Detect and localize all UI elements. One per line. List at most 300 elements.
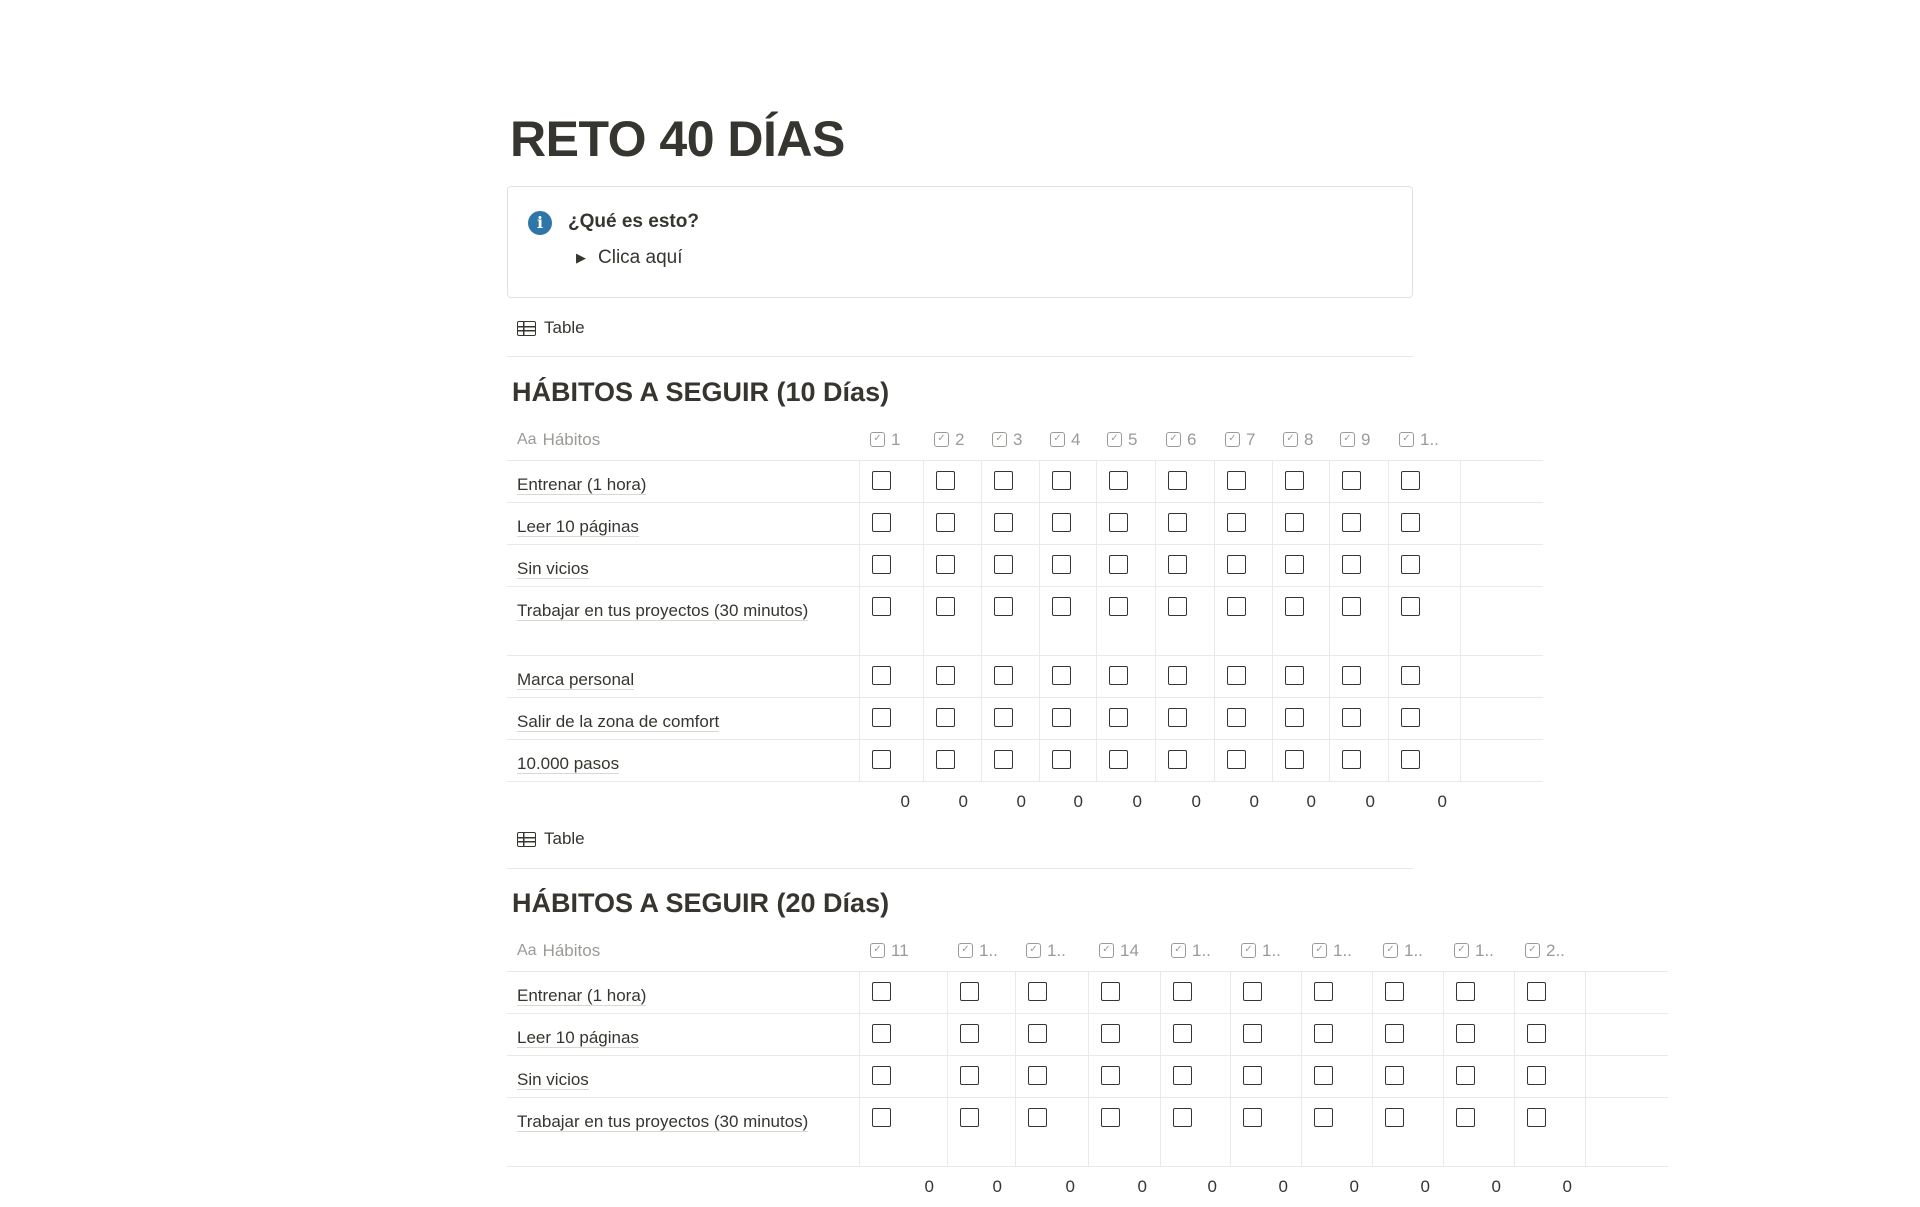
checkbox[interactable] <box>994 513 1013 532</box>
checkbox-property-icon: ✓ <box>1171 943 1186 958</box>
day-cell <box>1016 1098 1089 1166</box>
checkbox-property-icon: ✓ <box>1283 432 1298 447</box>
column-total[interactable]: 0 <box>1420 1177 1430 1196</box>
table-row <box>507 587 1543 656</box>
checkbox[interactable] <box>936 597 955 616</box>
checkbox[interactable] <box>1109 597 1128 616</box>
checkbox[interactable] <box>1109 666 1128 685</box>
day-cell <box>1215 656 1273 697</box>
table-row <box>507 545 1543 587</box>
row-spacer <box>1586 972 1668 1013</box>
column-total[interactable]: 0 <box>900 792 910 811</box>
text-property-icon: Aa <box>517 941 537 959</box>
checkbox[interactable] <box>1227 666 1246 685</box>
column-header-label: 4 <box>1071 429 1081 449</box>
column-total[interactable]: 0 <box>1191 792 1201 811</box>
column-header-label: 1.. <box>979 940 998 960</box>
triangle-right-icon: ▶ <box>576 250 586 265</box>
checkbox[interactable] <box>994 597 1013 616</box>
checkbox-property-icon: ✓ <box>1340 432 1355 447</box>
column-total[interactable]: 0 <box>992 1177 1002 1196</box>
habit-name: 10.000 pasos <box>517 754 620 773</box>
table-heading: HÁBITOS A SEGUIR (20 Días) <box>512 888 890 918</box>
column-total[interactable]: 0 <box>1306 792 1316 811</box>
column-total[interactable]: 0 <box>1073 792 1083 811</box>
row-spacer <box>1461 545 1543 586</box>
checkbox[interactable] <box>1168 513 1187 532</box>
checkbox[interactable] <box>872 982 891 1001</box>
checkbox[interactable] <box>1314 982 1333 1001</box>
habit-name-cell[interactable] <box>507 1098 860 1166</box>
day-cell <box>1161 1014 1231 1055</box>
row-spacer <box>1586 1098 1668 1166</box>
table-row <box>507 698 1543 740</box>
checkbox[interactable] <box>1527 982 1546 1001</box>
day-cell <box>1215 503 1273 544</box>
checkbox[interactable] <box>1314 1108 1333 1127</box>
checkbox[interactable] <box>936 708 955 727</box>
checkbox[interactable] <box>1527 1108 1546 1127</box>
checkbox[interactable] <box>1342 513 1361 532</box>
day-cell <box>860 503 924 544</box>
habit-name-cell[interactable] <box>507 1014 860 1055</box>
checkbox[interactable] <box>936 750 955 769</box>
habits-table <box>507 930 1668 1207</box>
checkbox[interactable] <box>1342 666 1361 685</box>
table-row <box>507 972 1668 1014</box>
column-total[interactable]: 0 <box>1065 1177 1075 1196</box>
checkbox[interactable] <box>1101 1066 1120 1085</box>
day-cell <box>982 656 1040 697</box>
totals-row <box>507 782 1543 822</box>
day-cell <box>1161 1098 1231 1166</box>
day-cell <box>860 972 948 1013</box>
checkbox-property-icon: ✓ <box>1383 943 1398 958</box>
column-header-day[interactable] <box>1231 930 1302 971</box>
checkbox[interactable] <box>1285 513 1304 532</box>
column-header-day[interactable] <box>1040 419 1097 460</box>
checkbox-property-icon: ✓ <box>1225 432 1240 447</box>
column-header-label: 1 <box>891 429 901 449</box>
day-cell <box>860 587 924 655</box>
checkbox[interactable] <box>1109 471 1128 490</box>
day-cell <box>1161 1056 1231 1097</box>
habit-name-cell[interactable] <box>507 1056 860 1097</box>
checkbox[interactable] <box>1052 555 1071 574</box>
day-cell <box>924 698 982 739</box>
day-cell <box>1097 698 1156 739</box>
checkbox-property-icon: ✓ <box>992 432 1007 447</box>
view-label: Table <box>544 829 585 848</box>
checkbox[interactable] <box>1285 750 1304 769</box>
checkbox[interactable] <box>1314 1066 1333 1085</box>
day-cell <box>1040 587 1097 655</box>
day-cell <box>1156 656 1215 697</box>
column-header-day[interactable] <box>1156 419 1215 460</box>
day-cell <box>860 1056 948 1097</box>
checkbox[interactable] <box>1168 708 1187 727</box>
column-header-label: 2 <box>955 429 965 449</box>
checkbox[interactable] <box>960 1108 979 1127</box>
day-cell <box>924 587 982 655</box>
checkbox[interactable] <box>1173 1024 1192 1043</box>
checkbox[interactable] <box>872 750 891 769</box>
day-cell <box>1373 1098 1444 1166</box>
day-cell <box>1389 698 1461 739</box>
day-cell <box>860 1098 948 1166</box>
checkbox[interactable] <box>1052 597 1071 616</box>
checkbox[interactable] <box>1401 513 1420 532</box>
view-label: Table <box>544 318 585 337</box>
checkbox-property-icon: ✓ <box>934 432 949 447</box>
habit-name: Sin vicios <box>517 1070 589 1089</box>
column-header-day[interactable] <box>1330 419 1389 460</box>
checkbox[interactable] <box>994 750 1013 769</box>
checkbox[interactable] <box>1052 708 1071 727</box>
day-cell <box>1016 1056 1089 1097</box>
row-spacer <box>1461 461 1543 502</box>
column-header-label: 14 <box>1120 940 1139 960</box>
checkbox[interactable] <box>872 1066 891 1085</box>
column-header-habitos[interactable] <box>507 419 860 460</box>
day-cell <box>1097 587 1156 655</box>
checkbox[interactable] <box>872 708 891 727</box>
checkbox[interactable] <box>1227 750 1246 769</box>
checkbox[interactable] <box>936 666 955 685</box>
day-cell <box>1156 545 1215 586</box>
habit-name-cell[interactable] <box>507 545 860 586</box>
column-total[interactable]: 0 <box>1365 792 1375 811</box>
column-header-label: 1.. <box>1262 940 1281 960</box>
checkbox[interactable] <box>1456 1108 1475 1127</box>
column-header-label: 7 <box>1246 429 1256 449</box>
habit-name-cell[interactable] <box>507 972 860 1013</box>
checkbox[interactable] <box>1285 708 1304 727</box>
day-cell <box>1089 1014 1161 1055</box>
checkbox[interactable] <box>1401 555 1420 574</box>
checkbox-property-icon: ✓ <box>870 943 885 958</box>
divider <box>507 356 1413 357</box>
checkbox[interactable] <box>1342 471 1361 490</box>
checkbox-property-icon: ✓ <box>1166 432 1181 447</box>
checkbox[interactable] <box>1385 1066 1404 1085</box>
column-total[interactable]: 0 <box>1249 792 1259 811</box>
column-header-day[interactable] <box>1089 930 1161 971</box>
checkbox[interactable] <box>1168 555 1187 574</box>
day-cell <box>1040 698 1097 739</box>
checkbox[interactable] <box>1227 597 1246 616</box>
checkbox[interactable] <box>1243 1024 1262 1043</box>
checkbox[interactable] <box>1342 750 1361 769</box>
habit-name-cell[interactable] <box>507 587 860 655</box>
day-cell <box>1389 461 1461 502</box>
day-cell <box>1373 1014 1444 1055</box>
checkbox[interactable] <box>936 513 955 532</box>
habit-name: Trabajar en tus proyectos (30 minutos) <box>517 601 809 620</box>
column-total[interactable]: 0 <box>1437 792 1447 811</box>
column-total[interactable]: 0 <box>924 1177 934 1196</box>
checkbox[interactable] <box>1227 555 1246 574</box>
column-total[interactable]: 0 <box>958 792 968 811</box>
checkbox[interactable] <box>1401 471 1420 490</box>
checkbox[interactable] <box>1342 555 1361 574</box>
checkbox[interactable] <box>1173 1066 1192 1085</box>
day-cell <box>1231 1014 1302 1055</box>
checkbox[interactable] <box>872 513 891 532</box>
day-cell <box>1097 461 1156 502</box>
checkbox[interactable] <box>1385 1024 1404 1043</box>
column-header-day[interactable] <box>1016 930 1089 971</box>
column-header-label: 1.. <box>1333 940 1352 960</box>
checkbox[interactable] <box>936 471 955 490</box>
checkbox[interactable] <box>1028 1024 1047 1043</box>
day-cell <box>1215 740 1273 781</box>
column-total[interactable]: 0 <box>1132 792 1142 811</box>
checkbox[interactable] <box>1285 471 1304 490</box>
column-total[interactable]: 0 <box>1278 1177 1288 1196</box>
habit-name-cell[interactable] <box>507 461 860 502</box>
day-cell <box>1016 972 1089 1013</box>
habit-name-cell[interactable] <box>507 503 860 544</box>
day-cell <box>948 1098 1016 1166</box>
checkbox[interactable] <box>1243 982 1262 1001</box>
day-cell <box>1444 1098 1515 1166</box>
habit-name-cell[interactable] <box>507 656 860 697</box>
column-header-label: 11 <box>891 940 909 960</box>
checkbox[interactable] <box>994 555 1013 574</box>
checkbox[interactable] <box>1168 666 1187 685</box>
checkbox[interactable] <box>1456 982 1475 1001</box>
column-header-label: 1.. <box>1047 940 1066 960</box>
checkbox[interactable] <box>1285 555 1304 574</box>
column-header-label: 2.. <box>1546 940 1565 960</box>
day-cell <box>1373 1056 1444 1097</box>
day-cell <box>1302 1056 1373 1097</box>
column-header-day[interactable] <box>1444 930 1515 971</box>
day-cell <box>1040 656 1097 697</box>
column-header-day[interactable] <box>1215 419 1273 460</box>
day-cell <box>982 503 1040 544</box>
column-total[interactable]: 0 <box>1137 1177 1147 1196</box>
checkbox[interactable] <box>1227 513 1246 532</box>
column-header-label: 6 <box>1187 429 1197 449</box>
day-cell <box>1444 1014 1515 1055</box>
checkbox[interactable] <box>1052 471 1071 490</box>
checkbox[interactable] <box>1109 750 1128 769</box>
callout <box>507 186 1413 298</box>
day-cell <box>948 1014 1016 1055</box>
checkbox[interactable] <box>1052 666 1071 685</box>
checkbox[interactable] <box>872 471 891 490</box>
checkbox[interactable] <box>1385 982 1404 1001</box>
checkbox-property-icon: ✓ <box>1050 432 1065 447</box>
day-cell <box>982 698 1040 739</box>
day-cell <box>1040 461 1097 502</box>
day-cell <box>1273 698 1330 739</box>
checkbox[interactable] <box>1243 1066 1262 1085</box>
column-total[interactable]: 0 <box>1562 1177 1572 1196</box>
habits-table <box>507 419 1543 822</box>
day-cell <box>1302 972 1373 1013</box>
checkbox[interactable] <box>1342 597 1361 616</box>
checkbox-property-icon: ✓ <box>1454 943 1469 958</box>
checkbox[interactable] <box>1527 1024 1546 1043</box>
checkbox[interactable] <box>1109 513 1128 532</box>
checkbox[interactable] <box>872 666 891 685</box>
column-header-label: 3 <box>1013 429 1023 449</box>
habit-name-cell[interactable] <box>507 698 860 739</box>
checkbox[interactable] <box>1285 666 1304 685</box>
day-cell <box>1161 972 1231 1013</box>
checkbox[interactable] <box>960 1024 979 1043</box>
column-header-day[interactable] <box>860 419 924 460</box>
checkbox[interactable] <box>1101 1024 1120 1043</box>
checkbox[interactable] <box>1052 750 1071 769</box>
checkbox[interactable] <box>872 1108 891 1127</box>
day-cell <box>860 698 924 739</box>
checkbox[interactable] <box>1168 750 1187 769</box>
checkbox[interactable] <box>1109 708 1128 727</box>
day-cell <box>1231 1056 1302 1097</box>
column-header-habitos[interactable] <box>507 930 860 971</box>
checkbox[interactable] <box>994 708 1013 727</box>
checkbox-property-icon: ✓ <box>1107 432 1122 447</box>
column-header-day[interactable] <box>1161 930 1231 971</box>
checkbox[interactable] <box>1101 1108 1120 1127</box>
checkbox[interactable] <box>1168 597 1187 616</box>
day-cell <box>1273 503 1330 544</box>
checkbox[interactable] <box>994 666 1013 685</box>
checkbox[interactable] <box>1342 708 1361 727</box>
column-total[interactable]: 0 <box>1207 1177 1217 1196</box>
row-spacer <box>1461 740 1543 781</box>
column-header-day[interactable] <box>1373 930 1444 971</box>
checkbox[interactable] <box>960 1066 979 1085</box>
checkbox-property-icon: ✓ <box>1312 943 1327 958</box>
column-header-day[interactable] <box>924 419 982 460</box>
day-cell <box>1156 587 1215 655</box>
day-cell <box>1156 503 1215 544</box>
column-header-label: 1.. <box>1475 940 1494 960</box>
habit-name: Sin vicios <box>517 559 589 578</box>
checkbox[interactable] <box>1285 597 1304 616</box>
checkbox[interactable] <box>1028 982 1047 1001</box>
checkbox[interactable] <box>872 1024 891 1043</box>
day-cell <box>1097 503 1156 544</box>
column-header-day[interactable] <box>1273 419 1330 460</box>
day-cell <box>1330 698 1389 739</box>
checkbox[interactable] <box>1173 1108 1192 1127</box>
day-cell <box>1515 1056 1586 1097</box>
day-cell <box>1089 972 1161 1013</box>
checkbox[interactable] <box>1243 1108 1262 1127</box>
column-total[interactable]: 0 <box>1491 1177 1501 1196</box>
checkbox[interactable] <box>960 982 979 1001</box>
checkbox[interactable] <box>1227 471 1246 490</box>
checkbox[interactable] <box>936 555 955 574</box>
checkbox[interactable] <box>1168 471 1187 490</box>
day-cell <box>1156 461 1215 502</box>
checkbox[interactable] <box>1052 513 1071 532</box>
checkbox[interactable] <box>1227 708 1246 727</box>
column-header-day[interactable] <box>860 930 948 971</box>
row-spacer <box>1586 1014 1668 1055</box>
checkbox[interactable] <box>1401 750 1420 769</box>
column-total[interactable]: 0 <box>1016 792 1026 811</box>
table-view-tab[interactable] <box>517 318 585 338</box>
checkbox-property-icon: ✓ <box>1026 943 1041 958</box>
day-cell <box>1089 1098 1161 1166</box>
table-row <box>507 503 1543 545</box>
day-cell <box>1016 1014 1089 1055</box>
day-cell <box>1330 587 1389 655</box>
column-header-day[interactable] <box>948 930 1016 971</box>
habit-name-cell[interactable] <box>507 740 860 781</box>
checkbox-property-icon: ✓ <box>1399 432 1414 447</box>
table-row <box>507 1098 1668 1167</box>
checkbox[interactable] <box>1028 1066 1047 1085</box>
column-total[interactable]: 0 <box>1349 1177 1359 1196</box>
column-header-day[interactable] <box>1302 930 1373 971</box>
day-cell <box>860 545 924 586</box>
checkbox[interactable] <box>1456 1066 1475 1085</box>
day-cell <box>1273 740 1330 781</box>
day-cell <box>1330 740 1389 781</box>
checkbox[interactable] <box>1456 1024 1475 1043</box>
day-cell <box>1097 740 1156 781</box>
day-cell <box>1097 545 1156 586</box>
checkbox[interactable] <box>1314 1024 1333 1043</box>
checkbox[interactable] <box>1401 666 1420 685</box>
row-spacer <box>1461 503 1543 544</box>
day-cell <box>1444 972 1515 1013</box>
habit-name: Leer 10 páginas <box>517 1028 639 1047</box>
day-cell <box>1040 740 1097 781</box>
checkbox[interactable] <box>1385 1108 1404 1127</box>
day-cell <box>924 545 982 586</box>
checkbox[interactable] <box>1401 708 1420 727</box>
day-cell <box>982 587 1040 655</box>
table-row <box>507 1014 1668 1056</box>
checkbox[interactable] <box>994 471 1013 490</box>
day-cell <box>1302 1014 1373 1055</box>
checkbox[interactable] <box>1401 597 1420 616</box>
day-cell <box>1330 503 1389 544</box>
checkbox[interactable] <box>872 555 891 574</box>
toggle-clica-aqui[interactable] <box>576 247 683 269</box>
checkbox[interactable] <box>1173 982 1192 1001</box>
callout-title: ¿Qué es esto? <box>568 211 699 232</box>
checkbox[interactable] <box>1101 982 1120 1001</box>
column-header-day[interactable] <box>1097 419 1156 460</box>
checkbox[interactable] <box>1109 555 1128 574</box>
totals-row <box>507 1167 1668 1207</box>
table-row <box>507 656 1543 698</box>
column-header-day[interactable] <box>1515 930 1586 971</box>
column-header-day[interactable] <box>1389 419 1461 460</box>
checkbox[interactable] <box>1527 1066 1546 1085</box>
day-cell <box>982 461 1040 502</box>
table-view-tab[interactable] <box>517 829 585 849</box>
checkbox[interactable] <box>1028 1108 1047 1127</box>
day-cell <box>1273 656 1330 697</box>
column-header-day[interactable] <box>982 419 1040 460</box>
habit-name: Salir de la zona de comfort <box>517 712 720 731</box>
checkbox[interactable] <box>872 597 891 616</box>
day-cell <box>860 740 924 781</box>
day-cell <box>1273 587 1330 655</box>
column-header-label: 1.. <box>1404 940 1423 960</box>
